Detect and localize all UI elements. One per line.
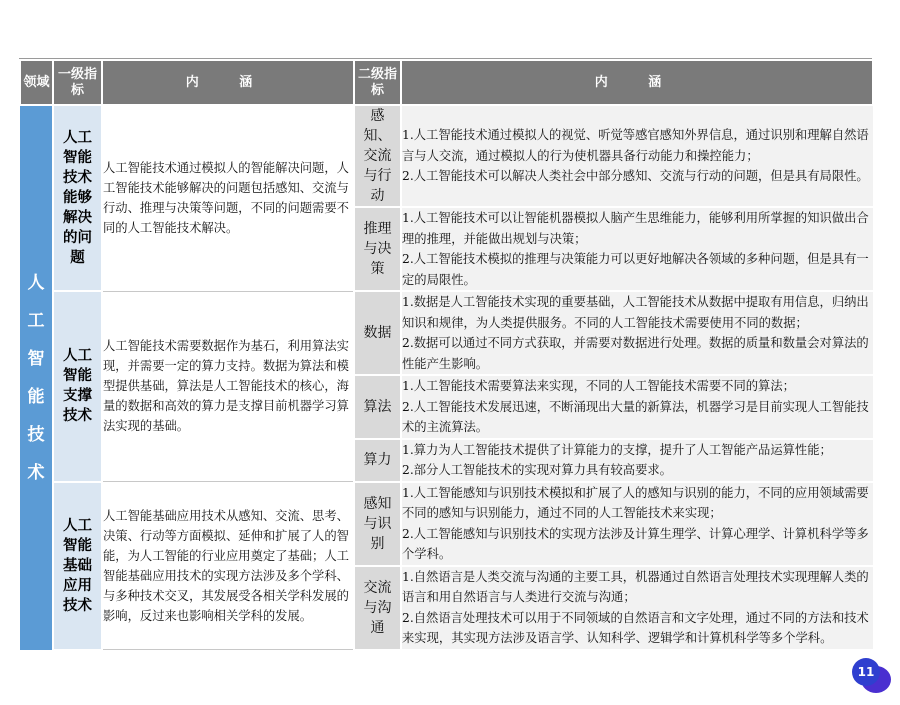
level1-content: 人工智能技术通过模拟人的智能解决问题，人工智能技术能够解决的问题包括感知、交流与行动、推理与决策等问题，不同的问题需要不同的人工智能技术解决。 (102, 105, 354, 291)
content-item: 2.部分人工智能技术的实现对算力具有较高要求。 (402, 463, 672, 477)
content-item: 1.数据是人工智能技术实现的重要基础，人工智能技术从数据中提取有用信息，归纳出知识和规律，为人类提供服务。不同的人工智能技术需要使用不同的数据； (402, 295, 869, 330)
level2-label: 感知、交流与行动 (363, 108, 392, 204)
level2-label: 感知与识别 (363, 495, 392, 552)
content-item: 2.人工智能技术可以解决人类社会中部分感知、交流与行动的问题，但是具有局限性。 (402, 169, 869, 184)
content-item: 1.人工智能技术可以让智能机器模拟人脑产生思维能力，能够利用所掌握的知识做出合理的推理，并能做出规划与决策； (402, 211, 869, 246)
domain-label: 人工智能技术 (27, 272, 45, 483)
header-level1: 一级指标 (53, 60, 102, 105)
header-domain: 领域 (20, 60, 53, 105)
level1-label: 人工智能技术能够解决的问题 (63, 130, 92, 266)
level2-cell (354, 207, 401, 291)
indicator-table (19, 59, 874, 651)
domain-cell (20, 105, 53, 650)
level2-cell (354, 105, 401, 207)
level2-cell: 数据 (354, 291, 401, 375)
content-item: 1.自然语言是人类交流与沟通的主要工具，机器通过自然语言处理技术实现理解人类的语言和用自然语言与人类进行交流与沟通； (402, 569, 869, 604)
page-number: 11 (852, 658, 880, 686)
level2-cell: 算力 (354, 439, 401, 482)
level2-content (401, 439, 873, 482)
header-content-1: 内 涵 (102, 60, 354, 105)
level2-content (401, 207, 873, 291)
table-row (20, 482, 873, 566)
level2-content (401, 482, 873, 566)
level1-label: 人工智能基础应用技术 (63, 517, 92, 614)
page-number-badge (852, 658, 892, 692)
level1-content: 人工智能基础应用技术从感知、交流、思考、决策、行动等方面模拟、延伸和扩展了人的智能，为人工智能的行业应用奠定了基础；人工智能基础应用技术的实现方法涉及多个学科、与多种技术交叉，其发展受各相关学科发展的影响，反过来也影响相关学科的发展。 (102, 482, 354, 650)
content-item: 1.人工智能感知与识别技术模拟和扩展了人的感知与识别的能力，不同的应用领域需要不同的感知与识别能力，通过不同的人工智能技术来实现； (402, 485, 869, 520)
level2-content (401, 375, 873, 439)
content-item: 1.人工智能技术通过模拟人的视觉、听觉等感官感知外界信息，通过识别和理解自然语言与人交流，通过模拟人的行为使机器具备行动能力和操控能力； (402, 128, 869, 163)
level2-cell: 算法 (354, 375, 401, 439)
header-level2: 二级指标 (354, 60, 401, 105)
level1-cell (53, 482, 102, 650)
level2-content (401, 566, 873, 650)
level2-label: 推理与决策 (363, 221, 392, 277)
content-item: 2.人工智能感知与识别技术的实现方法涉及计算生理学、计算心理学、计算机科学等多个学科。 (402, 526, 869, 561)
level1-cell (53, 291, 102, 482)
table-header-row (20, 60, 873, 105)
level2-content (401, 291, 873, 375)
level1-content: 人工智能技术需要数据作为基石，利用算法实现，并需要一定的算力支持。数据为算法和模型提供基础，算法是人工智能技术的核心，海量的数据和高效的算力是支撑目前机器学习算法实现的基础。 (102, 291, 354, 482)
content-item: 1.算力为人工智能技术提供了计算能力的支撑，提升了人工智能产品运算性能； (402, 442, 832, 457)
table-row (20, 291, 873, 375)
level1-cell (53, 105, 102, 291)
level2-content (401, 105, 873, 207)
content-item: 2.自然语言处理技术可以用于不同领域的自然语言和文字处理，通过不同的方法和技术来实现，其实现方法涉及语言学、认知科学、逻辑学和计算机科学等多个学科。 (402, 610, 869, 645)
level2-cell (354, 482, 401, 566)
level1-label: 人工智能支撑技术 (63, 348, 92, 425)
content-item: 2.人工智能技术模拟的推理与决策能力可以更好地解决各领域的多种问题，但是具有一定的局限性。 (402, 252, 869, 287)
content-item: 1.人工智能技术需要算法来实现，不同的人工智能技术需要不同的算法； (402, 379, 795, 393)
content-item: 2.数据可以通过不同方式获取，并需要对数据进行处理。数据的质量和数量会对算法的性能产生影响。 (402, 336, 869, 371)
level2-cell (354, 566, 401, 650)
content-item: 2.人工智能技术发展迅速，不断涌现出大量的新算法，机器学习是目前实现人工智能技术的主流算法。 (402, 399, 869, 434)
header-content-2: 内 涵 (401, 60, 873, 105)
table-row (20, 105, 873, 207)
level2-label: 交流与沟通 (363, 579, 392, 636)
